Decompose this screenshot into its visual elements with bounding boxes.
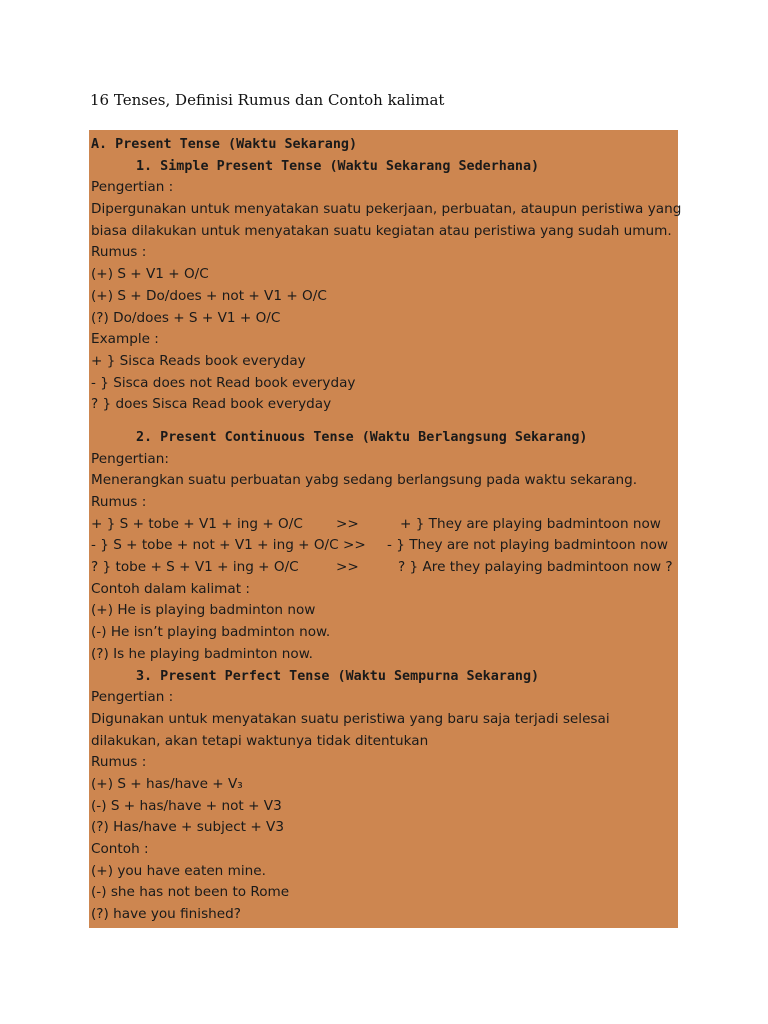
rumus-line: (-) S + has/have + not + V3 — [91, 797, 282, 814]
example-line: ? } does Sisca Read book everyday — [91, 396, 332, 413]
contoh-line: (+) He is playing badminton now — [91, 602, 316, 619]
definition-line: biasa dilakukan untuk menyatakan suatu kegiatan atau peristiwa yang sudah umum. — [91, 222, 672, 239]
spacer — [91, 416, 678, 427]
pengertian-label: Pengertian : — [91, 689, 174, 706]
rumus-formula: - } S + tobe + not + V1 + ing + O/C >> — [91, 537, 366, 554]
rumus-example: - } They are not playing badmintoon now — [387, 537, 669, 554]
contoh-label: Contoh : — [91, 841, 149, 857]
example-line: + } Sisca Reads book everyday — [91, 352, 306, 369]
rumus-line: (+) S + Do/does + not + V1 + O/C — [91, 287, 327, 304]
contoh-line: (?) have you finished? — [91, 906, 241, 923]
rumus-line: (+) S + V1 + O/C — [91, 266, 209, 283]
contoh-label: Contoh dalam kalimat : — [91, 580, 250, 597]
present-perfect-heading: 3. Present Perfect Tense (Waktu Sempurna Sekarang) — [136, 668, 540, 684]
pengertian-label: Pengertian: — [91, 450, 169, 467]
rumus-formula: ? } tobe + S + V1 + ing + O/C — [91, 559, 299, 576]
present-continuous-heading: 2. Present Continuous Tense (Waktu Berlangsung Sekarang) — [136, 429, 588, 445]
example-label: Example : — [91, 331, 159, 348]
rumus-label: Rumus : — [91, 494, 147, 510]
rumus-row — [91, 557, 678, 579]
rumus-label: Rumus : — [91, 754, 147, 771]
pengertian-label: Pengertian : — [91, 179, 174, 196]
rumus-formula: + } S + tobe + V1 + ing + O/C — [91, 515, 303, 532]
rumus-line: (?) Do/does + S + V1 + O/C — [91, 309, 281, 326]
definition-line: Digunakan untuk menyatakan suatu peristiwa yang baru saja terjadi selesai — [91, 710, 610, 727]
definition-line: dilakukan, akan tetapi waktunya tidak ditentukan — [91, 732, 429, 749]
rumus-line: (?) Has/have + subject + V3 — [91, 819, 284, 836]
rumus-arrow: >> — [336, 515, 359, 532]
rumus-line: (+) S + has/have + V₃ — [91, 775, 243, 792]
document-title: 16 Tenses, Definisi Rumus dan Contoh kalimat — [90, 91, 445, 109]
rumus-label: Rumus : — [91, 244, 147, 261]
contoh-line: (?) Is he playing badminton now. — [91, 645, 313, 662]
section-a-heading: A. Present Tense (Waktu Sekarang) — [91, 137, 358, 152]
rumus-arrow: >> — [336, 559, 359, 576]
definition-line: Dipergunakan untuk menyatakan suatu pekerjaan, perbuatan, ataupun peristiwa yang — [91, 201, 682, 218]
simple-present-heading: 1. Simple Present Tense (Waktu Sekarang Sederhana) — [136, 158, 540, 174]
definition-line: Menerangkan suatu perbuatan yabg sedang berlangsung pada waktu sekarang. — [91, 472, 638, 489]
rumus-example: ? } Are they palaying badmintoon now ? — [398, 559, 673, 576]
contoh-line: (+) you have eaten mine. — [91, 862, 266, 879]
rumus-row — [91, 514, 678, 536]
rumus-example: + } They are playing badmintoon now — [400, 515, 661, 532]
contoh-line: (-) she has not been to Rome — [91, 884, 290, 901]
rumus-row — [91, 535, 678, 557]
content-panel — [89, 130, 682, 928]
example-line: - } Sisca does not Read book everyday — [91, 374, 356, 391]
contoh-line: (-) He isn’t playing badminton now. — [91, 624, 331, 641]
